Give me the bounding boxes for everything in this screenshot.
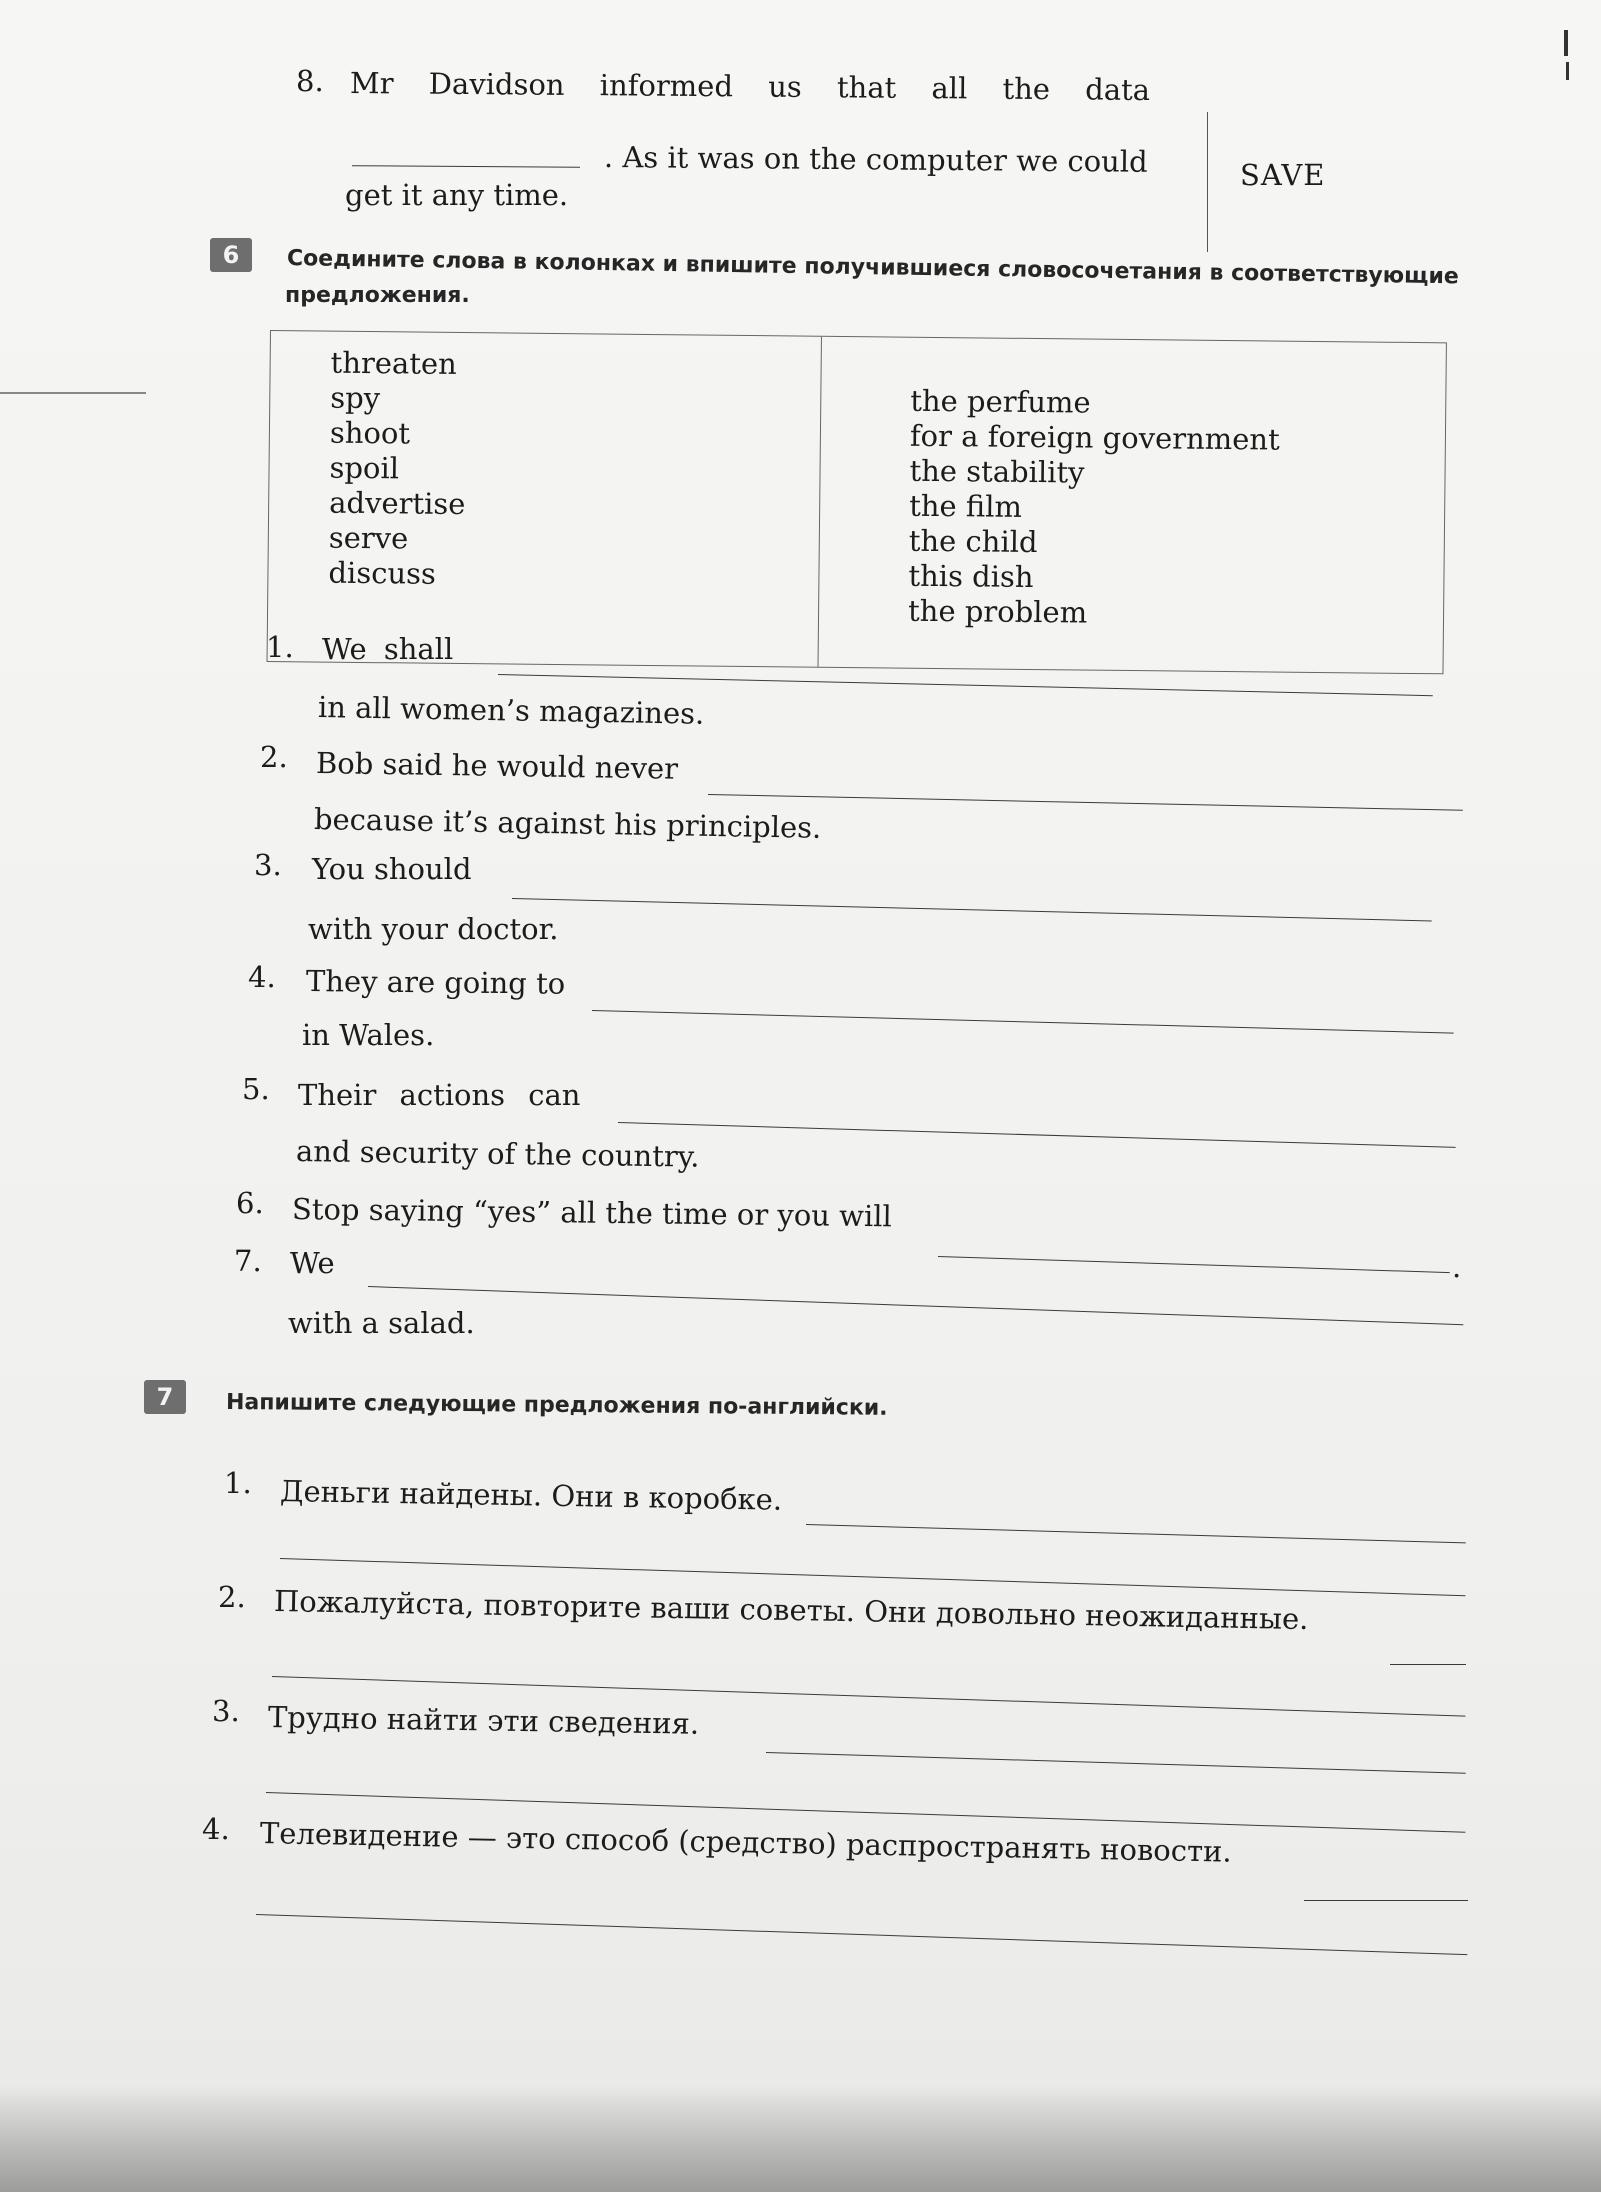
table-column-divider	[818, 337, 822, 667]
ex7-item4-number: 4.	[202, 1812, 230, 1846]
object-item: the perfume	[910, 383, 1091, 420]
ex6-s1-end: in all women’s magazines.	[317, 690, 705, 731]
ex6-s5-end: and security of the country.	[295, 1134, 700, 1174]
ex6-s2-end: because it’s against his principles.	[313, 802, 822, 845]
ex7-item3-text: Трудно найти эти сведения.	[267, 1700, 700, 1741]
verb-item: advertise	[329, 485, 466, 522]
ex6-instruction-line2: предложения.	[285, 283, 470, 308]
ex7-item3-number: 3.	[212, 1694, 240, 1728]
ex6-s7-number: 7.	[234, 1244, 262, 1278]
object-item: this dish	[908, 558, 1034, 595]
ex8-line3: get it any time.	[345, 178, 569, 212]
ex6-s7-blank[interactable]	[368, 1286, 1463, 1325]
verb-item: shoot	[329, 415, 411, 451]
object-item: for a foreign government	[909, 418, 1280, 457]
ex6-s2-number: 2.	[260, 740, 288, 774]
scan-mark	[1566, 62, 1569, 80]
ex7-item4-blank-2[interactable]	[256, 1914, 1467, 1955]
matching-table	[267, 330, 1447, 674]
ex7-item4-text: Телевидение — это способ (средство) распространять новости.	[259, 1816, 1232, 1869]
ex6-s5-number: 5.	[242, 1072, 270, 1106]
verbs-column	[328, 346, 467, 592]
ex7-badge: 7	[144, 1380, 186, 1414]
object-item: the stability	[909, 453, 1085, 490]
ex6-s4-start: They are going to	[305, 964, 566, 1001]
ex7-item2-text: Пожалуйста, повторите ваши советы. Они довольно неожиданные.	[273, 1584, 1309, 1637]
ex6-s2-blank[interactable]	[708, 794, 1463, 811]
ex8-keyword: SAVE	[1240, 158, 1326, 192]
ex6-s1-number: 1.	[266, 630, 294, 664]
ex7-item1-text: Деньги найдены. Они в коробке.	[279, 1474, 783, 1517]
ex6-badge: 6	[210, 238, 252, 272]
ex7-item2-blank-1[interactable]	[1390, 1664, 1466, 1665]
ex6-s3-blank[interactable]	[512, 898, 1432, 921]
ex6-instruction-line1: Соедините слова в колонках и впишите получившиеся словосочетания в соответствующие	[286, 246, 1459, 290]
ex6-s6-end: .	[1452, 1250, 1462, 1284]
ex6-s3-number: 3.	[254, 848, 282, 882]
ex8-number: 8.	[296, 64, 324, 98]
object-item: the problem	[907, 593, 1088, 630]
ex6-s3-start: You should	[312, 852, 472, 886]
bottom-shadow	[0, 2085, 1601, 2192]
ex6-s4-blank[interactable]	[592, 1010, 1454, 1034]
object-item: the film	[909, 488, 1023, 524]
ex6-s3-end: with your doctor.	[308, 912, 559, 946]
ex7-item1-blank-1[interactable]	[806, 1524, 1466, 1543]
ex8-answer-blank[interactable]	[352, 165, 580, 168]
ex6-s2-start: Bob said he would never	[315, 746, 679, 786]
object-item: the child	[908, 523, 1038, 560]
ex6-s4-end: in Wales.	[302, 1018, 435, 1052]
ex6-s6-blank[interactable]	[938, 1256, 1450, 1273]
verb-item: spy	[330, 380, 381, 416]
ex7-instruction: Напишите следующие предложения по-английски.	[225, 1390, 888, 1421]
ex6-s6-start: Stop saying “yes” all the time or you will	[291, 1192, 893, 1234]
scan-mark	[1564, 30, 1568, 56]
ex7-item4-blank-1[interactable]	[1304, 1900, 1468, 1901]
verb-item: discuss	[328, 555, 437, 591]
verb-item: threaten	[330, 345, 457, 381]
keyword-divider	[1207, 112, 1208, 252]
ex8-line1: Mr Davidson informed us that all the data	[349, 66, 1151, 107]
ex6-s5-start: Their actions can	[298, 1078, 581, 1112]
ex6-s1-blank[interactable]	[498, 674, 1433, 696]
ex7-item3-blank-1[interactable]	[766, 1752, 1466, 1774]
verb-item: spoil	[329, 450, 400, 486]
ex6-s4-number: 4.	[248, 960, 276, 994]
ex6-s5-blank[interactable]	[618, 1122, 1456, 1148]
ex6-s7-end: with a salad.	[288, 1306, 475, 1340]
ex8-line2: . As it was on the computer we could	[603, 140, 1148, 179]
objects-column	[908, 384, 1280, 633]
verb-item: serve	[328, 520, 409, 556]
scan-mark	[0, 392, 146, 394]
ex6-s7-start: We	[290, 1246, 335, 1280]
ex7-item1-number: 1.	[224, 1466, 252, 1500]
ex7-item2-number: 2.	[218, 1580, 246, 1614]
ex6-s1-start: We shall	[322, 632, 454, 666]
ex6-s6-number: 6.	[236, 1186, 264, 1220]
